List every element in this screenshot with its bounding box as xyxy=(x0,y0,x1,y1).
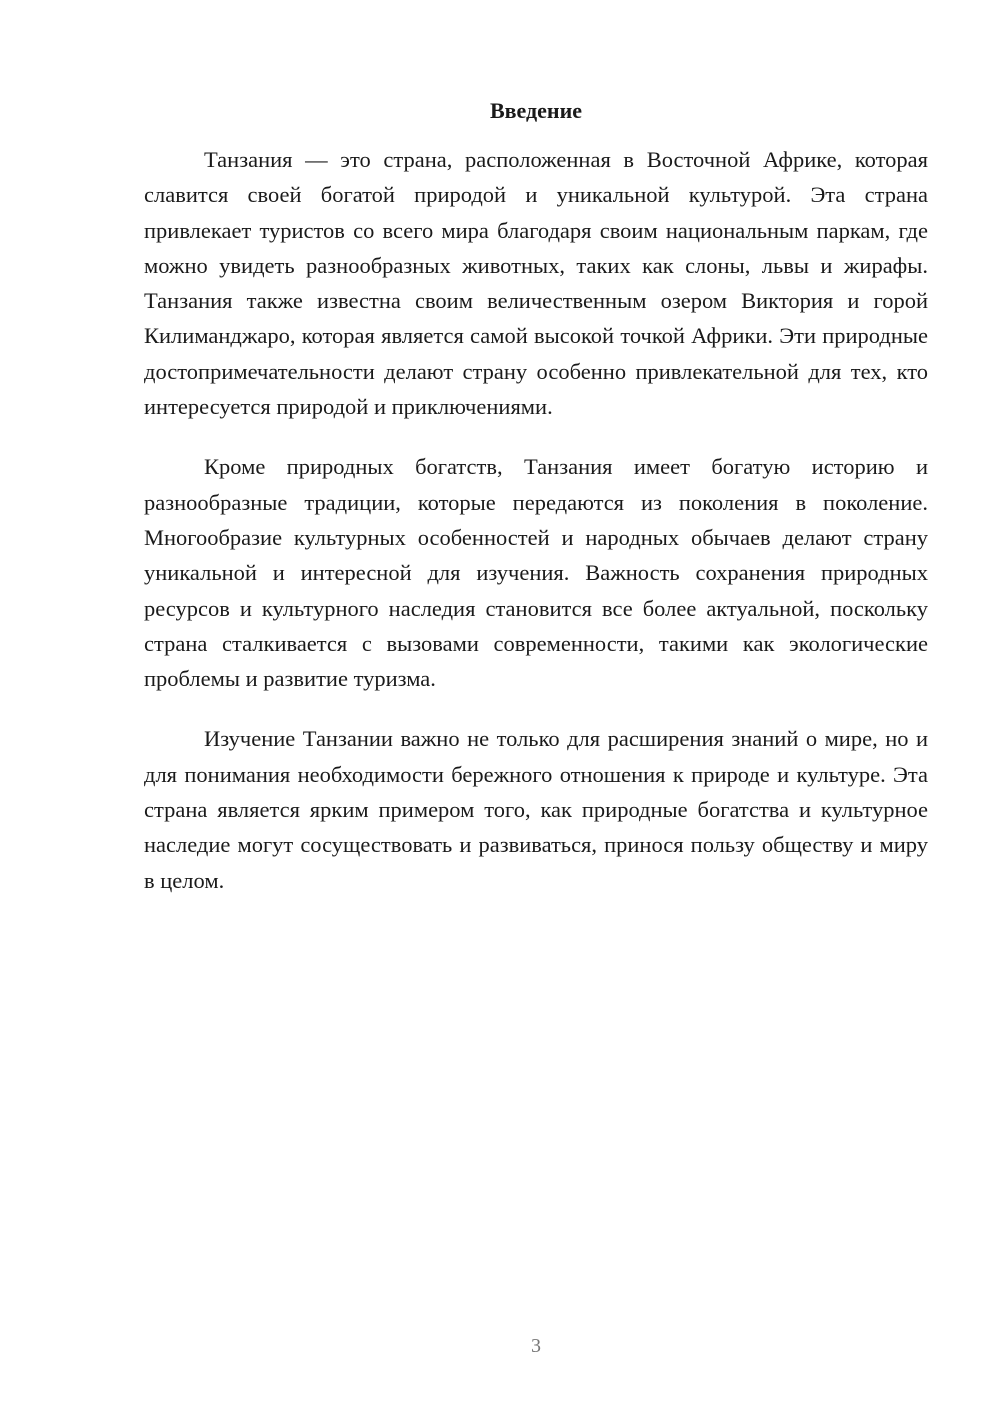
section-heading: Введение xyxy=(489,98,583,123)
paragraph-3: Изучение Танзании важно не только для расширения знаний о мире, но и для понимания необходимости бережного отношения к природе и культуре. Эта страна является ярким примером того, как природные богатства и культурное наследие могут сосуществовать и развиваться, принося пользу обществу и миру в целом. xyxy=(144,726,928,893)
paragraph-1: Танзания — это страна, расположенная в Восточной Африке, которая славится своей богатой природой и уникальной культурой. Эта страна привлекает туристов со всего мира благодаря своим национальным паркам, где можно увидеть разнообразных животных, таких как слоны, львы и жирафы. Танзания также известна своим величественным озером Виктория и горой Килиманджаро, которая является самой высокой точкой Африки. Эти природные достопримечательности делают страну особенно привлекательной для тех, кто интересуется природой и приключениями. xyxy=(144,147,928,420)
paragraph-2: Кроме природных богатств, Танзания имеет богатую историю и разнообразные традиции, которые передаются из поколения в поколение. Многообразие культурных особенностей и народных обычаев делают страну уникальной и интересной для изучения. Важность сохранения природных ресурсов и культурного наследия становится все более актуальной, поскольку страна сталкивается с вызовами современности, такими как экологические проблемы и развитие туризма. xyxy=(144,454,928,692)
body-text xyxy=(144,142,928,923)
page-number: 3 xyxy=(531,1335,541,1357)
